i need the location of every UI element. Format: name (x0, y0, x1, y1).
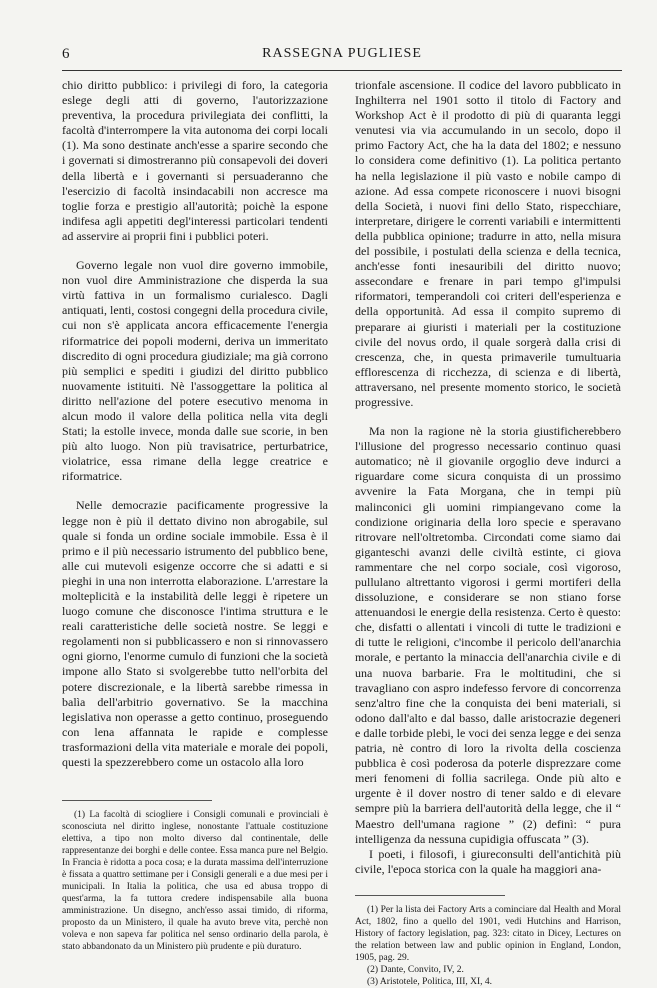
paragraph: Governo legale non vuol dire governo immobile, non vuol dire Amministrazione che disperda la sua virtù fattiva in un formalismo curialesco. Dagli antiquati, lenti, costosi congegni della procedura civile, cui non s'è applicata ancora efficacemente l'energia riformatrice dei popoli moderni, deriva un immeritato discredito di ogni procedura giudiziale; ma già corrono più semplici e spediti i giudizi del diritto pubblico nuovamente istituiti. Nè l'assoggettare la politica al diritto nell'azione del potere esecutivo menoma in alcun modo il valore della politica nella vita degli Stati; la estolle invece, monda dalle sue scorie, in ben più alto luogo. Non più travisatrice, perturbatrice, violatrice, essa rimane della legge creatrice e riformatrice. (62, 258, 328, 484)
right-column (355, 78, 621, 988)
paragraph: I poeti, i filosofi, i giureconsulti dell'antichità più civile, l'epoca storica con la quale ha maggiori ana- (355, 846, 621, 876)
paragraph: Nelle democrazie pacificamente progressive la legge non è più il dettato divino non abrogabile, sul quale si fonda un ordine sociale immobile. Essa è il primo e il più necessario istrumento del pubblico bene, alle cui mutevoli esigenze occorre che si adatti e si pieghi in una non interrotta elaborazione. L'arrestare la molteplicità e la instabilità delle leggi è ripetere un luogo comune che disconosce l'intima struttura e le reali caratteristiche delle società nostre. Se leggi e regolamenti non si pubblicassero e non si rinnovassero ogni giorno, l'enorme cumulo di funzioni che la società impone allo Stato si svolgerebbe tutto nell'orbita del potere discrezionale, e la libertà sarebbe rimessa in balìa dell'arbitrio governativo. Se la macchina legislativa non operasse a getto continuo, proseguendo con lena affannata le rapide e complesse trasformazioni della vita materiale e morale dei popoli, questi la spezzerebbero come un ostacolo alla loro (62, 498, 328, 770)
footnote: (2) Dante, Convito, IV, 2. (367, 964, 464, 975)
footnote-rule (355, 895, 505, 896)
paragraph: trionfale ascensione. Il codice del lavoro pubblicato in Inghilterra nel 1901 sotto il titolo di Factory and Workshop Act è il prodotto di più di quaranta leggi venutesi via via accumulando in un secolo, dopo il primo Factory Act, che ha la data del 1802; e nessuno lo considera come definitivo (1). La politica pertanto ha nella legislazione il più vasto e nobile campo di azione. Ad essa compete riconoscere i nuovi bisogni della Società, i nuovi fini dello Stato, rispecchiare, interpretare, dirigere le correnti variabili e intermittenti della pubblica opinione; tradurre in atto, nella misura del possibile, i postulati della scienza e della tecnica, anch'esse fonti inesauribili del diritto nuovo; assecondare e frenare in pari tempo gl'impulsi riformatori, temperandoli coi criteri dell'esperienza e della opportunità. Ad essa il compito supremo di preparare ai giuristi i materiali per la costituzione civile del novus ordo, il quale sorgerà dalla crisi di crescenza, che, in questa primaverile tumultuaria efflorescenza di ricchezza, di scienza e di libertà, attraversano, nel presente momento storico, le società progressive. (355, 78, 621, 409)
paragraph-gap (62, 244, 328, 258)
paragraph: Ma non la ragione nè la storia giustificherebbero l'illusione del progresso necessario continuo quasi automatico; nè il giovanile orgoglio deve indurci a riguardare come sicura conquista di un prossimo avvenire la Fata Morgana, che in tempi più malinconici gli uomini rimpiangevano come la condizione originaria della loro specie e speravano ritrovare nell'oltretomba. Circondati come siamo dai giganteschi avanzi delle civiltà estinte, ci giova rammentare che nel corpo sociale, così vigoroso, pullulano altrettanto vigorosi i germi mortiferi della dissoluzione, e considerare se non stiano forse attenuandosi le energie della resistenza. Certo è questo: che, disfatti o allentati i vincoli di tutte le tradizioni e di tutte le religioni, c'incombe il pericolo dell'anarchia morale, e pertanto la minaccia dell'anarchia civile e di una nuova barbarie. Fra le moltitudini, che si travagliano con aspro indefesso fervore di concorrenza senz'altro fine che la conquista dei beni materiali, si odono dall'alto e dal basso, dalle aristocrazie degeneri e dalle torbide plebi, le voci dei senza legge e dei senza patria, nè contro di loro la rivolta della coscienza pubblica è così poderosa da poterle disprezzare come meri fenomeni di follia sacrilega. Onde più alto e urgente è il dover nostro di tener saldo e di elevare sempre più la barriera dell'autorità della legge, che il “ Maestro dell'umana ragione ” (2) definì: “ pura intelligenza da nessuna cupidigia offuscata ” (3). (355, 424, 621, 846)
header-rule (62, 70, 622, 71)
paragraph-gap (355, 410, 621, 424)
footnote-rule (62, 800, 212, 801)
paragraph: chio diritto pubblico: i privilegi di foro, la categoria eslege degli atti di governo, l'autorizzazione preventiva, la procedura privilegiata dei conflitti, la facoltà d'interrompere la vita autonoma dei corpi locali (1). Ma sono destinate anch'esse a sparire secondo che i governati si dimostreranno più consapevoli dei doveri della libertà e i governanti si persuaderanno che l'esercizio di facoltà insindacabili non accresce ma toglie forza e prestigio all'autorità; poichè la espone indifesa agli appetiti degl'interessi particolari tendenti ad asservire ai proprii fini i pubblici poteri. (62, 78, 328, 243)
footnote: (1) Per la lista dei Factory Arts a cominciare dal Health and Moral Act, 1802, fino a quello del 1901, vedi Hutchins and Harrison, History of factory legislation, pag. 323: citato in Dicey, Lectures on the relation between law and public opinion in England, London, 1905, pag. 29. (355, 904, 621, 963)
footnote: (3) Aristotele, Politica, III, XI, 4. (367, 976, 493, 987)
left-column (62, 78, 328, 953)
running-title: RASSEGNA PUGLIESE (262, 46, 422, 61)
footnote: (1) La facoltà di sciogliere i Consigli comunali e provinciali è sconosciuta nel diritto inglese, nonostante l'attuale costituzione elettiva, a tipo non molto diverso dal continentale, delle rappresentanze dei borghi e delle contee. Essa manca pure nel Belgio. In Francia è ridotta a poca cosa; e la durata massima dell'interruzione è fissata a quattro settimane per i Consigli generali e a due mesi per i municipali. In Italia la politica, che usa ed abusa troppo di quest'arma, la fa tuttora credere indispensabile alla buona amministrazione. Un disegno, anch'esso assai timido, di riforma, proposto da un Ministero, il quale ha avuto breve vita, perchè non voleva e non sapeva far politica nel senso ordinario della parola, è stato abbandonato da un Ministero più prudente e più duraturo. (62, 810, 328, 953)
page-header (62, 46, 622, 68)
paragraph-gap (62, 484, 328, 498)
page-number: 6 (62, 46, 70, 62)
